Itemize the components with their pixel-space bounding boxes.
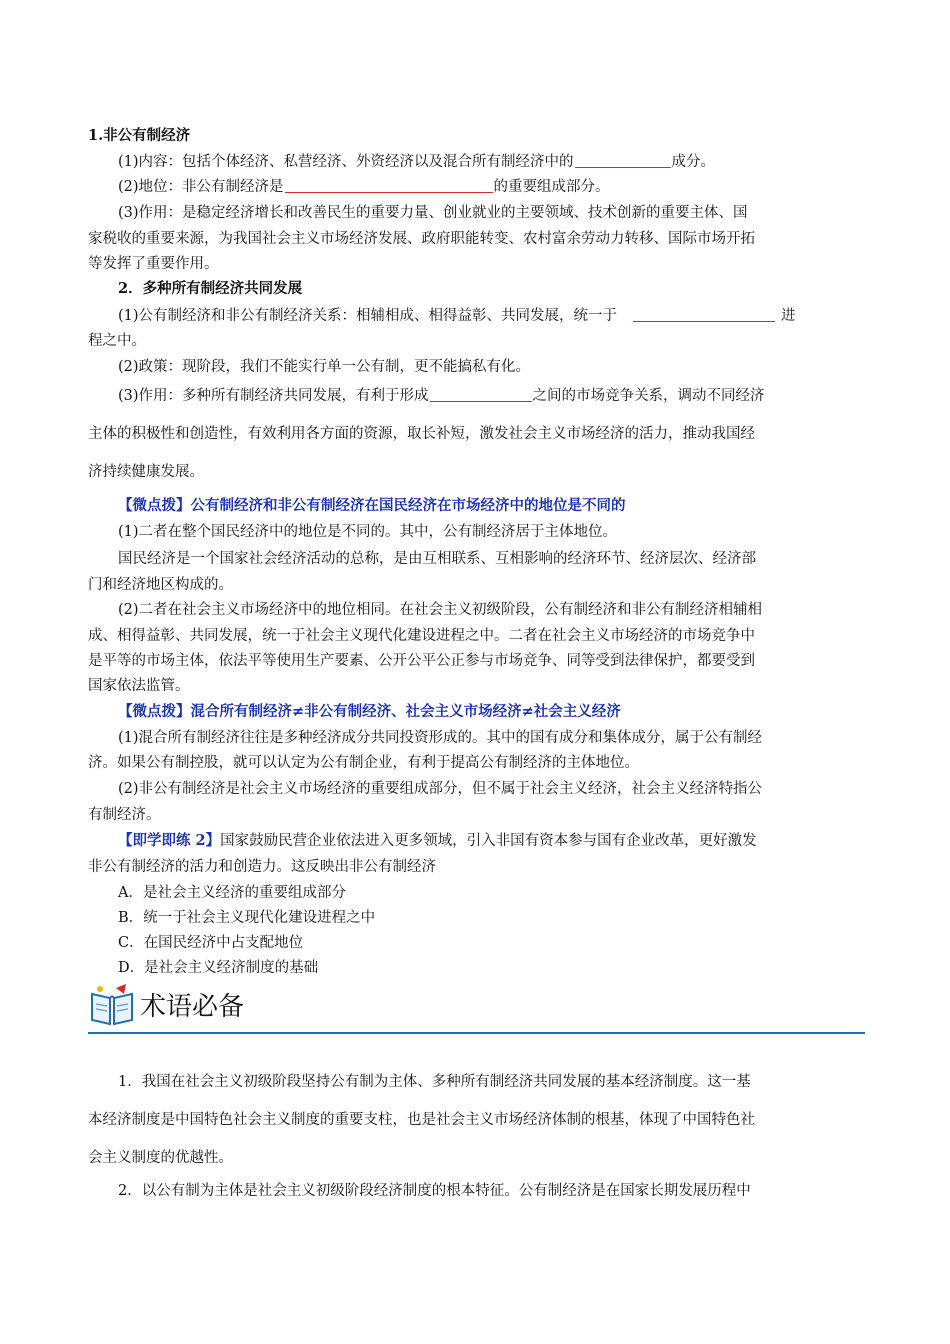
tip2-line: 济。如果公有制控股，就可以认定为公有制企业，有利于提高公有制经济的主体地位。: [88, 755, 639, 771]
s1-role-line-1: (3)作用：是稳定经济增长和改善民生的重要力量、创业就业的主要领域、技术创新的重要主体、国: [118, 205, 748, 221]
tip2-line: (1)混合所有制经济往往是多种经济成分共同投资形成的。其中的国有成分和集体成分，属于公有制经: [118, 730, 763, 746]
tip1-line: (1)二者在整个国民经济中的地位是不同的。其中，公有制经济居于主体地位。: [118, 524, 618, 540]
tip1-line: 成、相得益彰、共同发展，统一于社会主义现代化建设进程之中。二者在社会主义市场经济的市场竞争中: [88, 628, 755, 644]
fill-blank[interactable]: [575, 153, 671, 168]
tip-title-2: 【微点拨】混合所有制经济≠非公有制经济、社会主义市场经济≠社会主义经济: [118, 703, 621, 720]
s2-effect-line-3: 济持续健康发展。: [88, 464, 204, 480]
tip1-line: 是平等的市场主体，依法平等使用生产要素、公开公平公正参与市场竞争、同等受到法律保护，都要受到: [88, 653, 755, 669]
tip2-line: (2)非公有制经济是社会主义市场经济的重要组成部分，但不属于社会主义经济，社会主义经济特指公: [118, 781, 763, 797]
s1-content-line: (1)内容：包括个体经济、私营经济、外资经济以及混合所有制经济中的 成分。: [118, 154, 716, 170]
s2-effect-line-2: 主体的积极性和创造性，有效利用各方面的资源，取长补短，激发社会主义市场经济的活力，推动我国经: [88, 426, 755, 442]
option-a[interactable]: A．是社会主义经济的重要组成部分: [118, 885, 346, 901]
s1-status-line: (2)地位：非公有制经济是 的重要组成部分。: [118, 179, 610, 195]
open-book-icon: [88, 980, 136, 1032]
practice-question-line-2: 非公有制经济的活力和创造力。这反映出非公有制经济: [88, 859, 436, 875]
tip1-line: (2)二者在社会主义市场经济中的地位相同。在社会主义初级阶段，公有制经济和非公有制经济相辅相: [118, 602, 763, 618]
fill-blank[interactable]: [633, 307, 775, 322]
terms-section-header: [88, 980, 865, 1034]
s2-effect-line-1: (3)作用：多种所有制经济共同发展，有利于形成 之间的市场竞争关系，调动不同经济: [118, 388, 765, 404]
practice-question-line-1: 【即学即练 2】国家鼓励民营企业依法进入更多领域，引入非国有资本参与国有企业改革，更好激发: [118, 832, 757, 849]
tip-title-1: 【微点拨】公有制经济和非公有制经济在国民经济在市场经济中的地位是不同的: [118, 497, 626, 514]
tip1-line: 国家依法监管。: [88, 678, 190, 694]
terms-p2-line: 2．以公有制为主体是社会主义初级阶段经济制度的根本特征。公有制经济是在国家长期发展历程中: [118, 1183, 751, 1199]
tip1-line: 国民经济是一个国家社会经济活动的总称，是由互相联系、互相影响的经济环节、经济层次、经济部: [118, 551, 756, 567]
option-c[interactable]: C．在国民经济中占支配地位: [118, 935, 304, 951]
terms-p1-line: 会主义制度的优越性。: [88, 1150, 233, 1166]
practice-tag: 【即学即练 2】: [118, 832, 221, 849]
tip2-line: 有制经济。: [88, 807, 161, 823]
option-d[interactable]: D．是社会主义经济制度的基础: [118, 960, 319, 976]
s2-policy-line: (2)政策：现阶段，我们不能实行单一公有制，更不能搞私有化。: [118, 359, 531, 375]
terms-p1-line: 1．我国在社会主义初级阶段坚持公有制为主体、多种所有制经济共同发展的基本经济制度。这一基: [118, 1074, 751, 1090]
s2-relation-line-1: (1)公有制经济和非公有制经济关系：相辅相成、相得益彰、共同发展，统一于 进: [118, 308, 796, 324]
s2-relation-line-2: 程之中。: [88, 333, 146, 349]
terms-p1-line: 本经济制度是中国特色社会主义制度的重要支柱，也是社会主义市场经济体制的根基，体现了中国特色社: [88, 1112, 755, 1128]
option-b[interactable]: B．统一于社会主义现代化建设进程之中: [118, 910, 376, 926]
section-heading-non-public: 1.非公有制经济: [88, 127, 191, 144]
fill-blank[interactable]: [430, 387, 532, 402]
s1-role-line-3: 等发挥了重要作用。: [88, 256, 219, 272]
section-heading-coexistence: 2．多种所有制经济共同发展: [118, 280, 303, 297]
s1-role-line-2: 家税收的重要来源，为我国社会主义市场经济发展、政府职能转变、农村富余劳动力转移、国际市场开拓: [88, 231, 755, 247]
tip1-line: 门和经济地区构成的。: [88, 577, 233, 593]
terms-section-title: 术语必备: [140, 992, 245, 1022]
fill-blank[interactable]: [285, 178, 493, 193]
